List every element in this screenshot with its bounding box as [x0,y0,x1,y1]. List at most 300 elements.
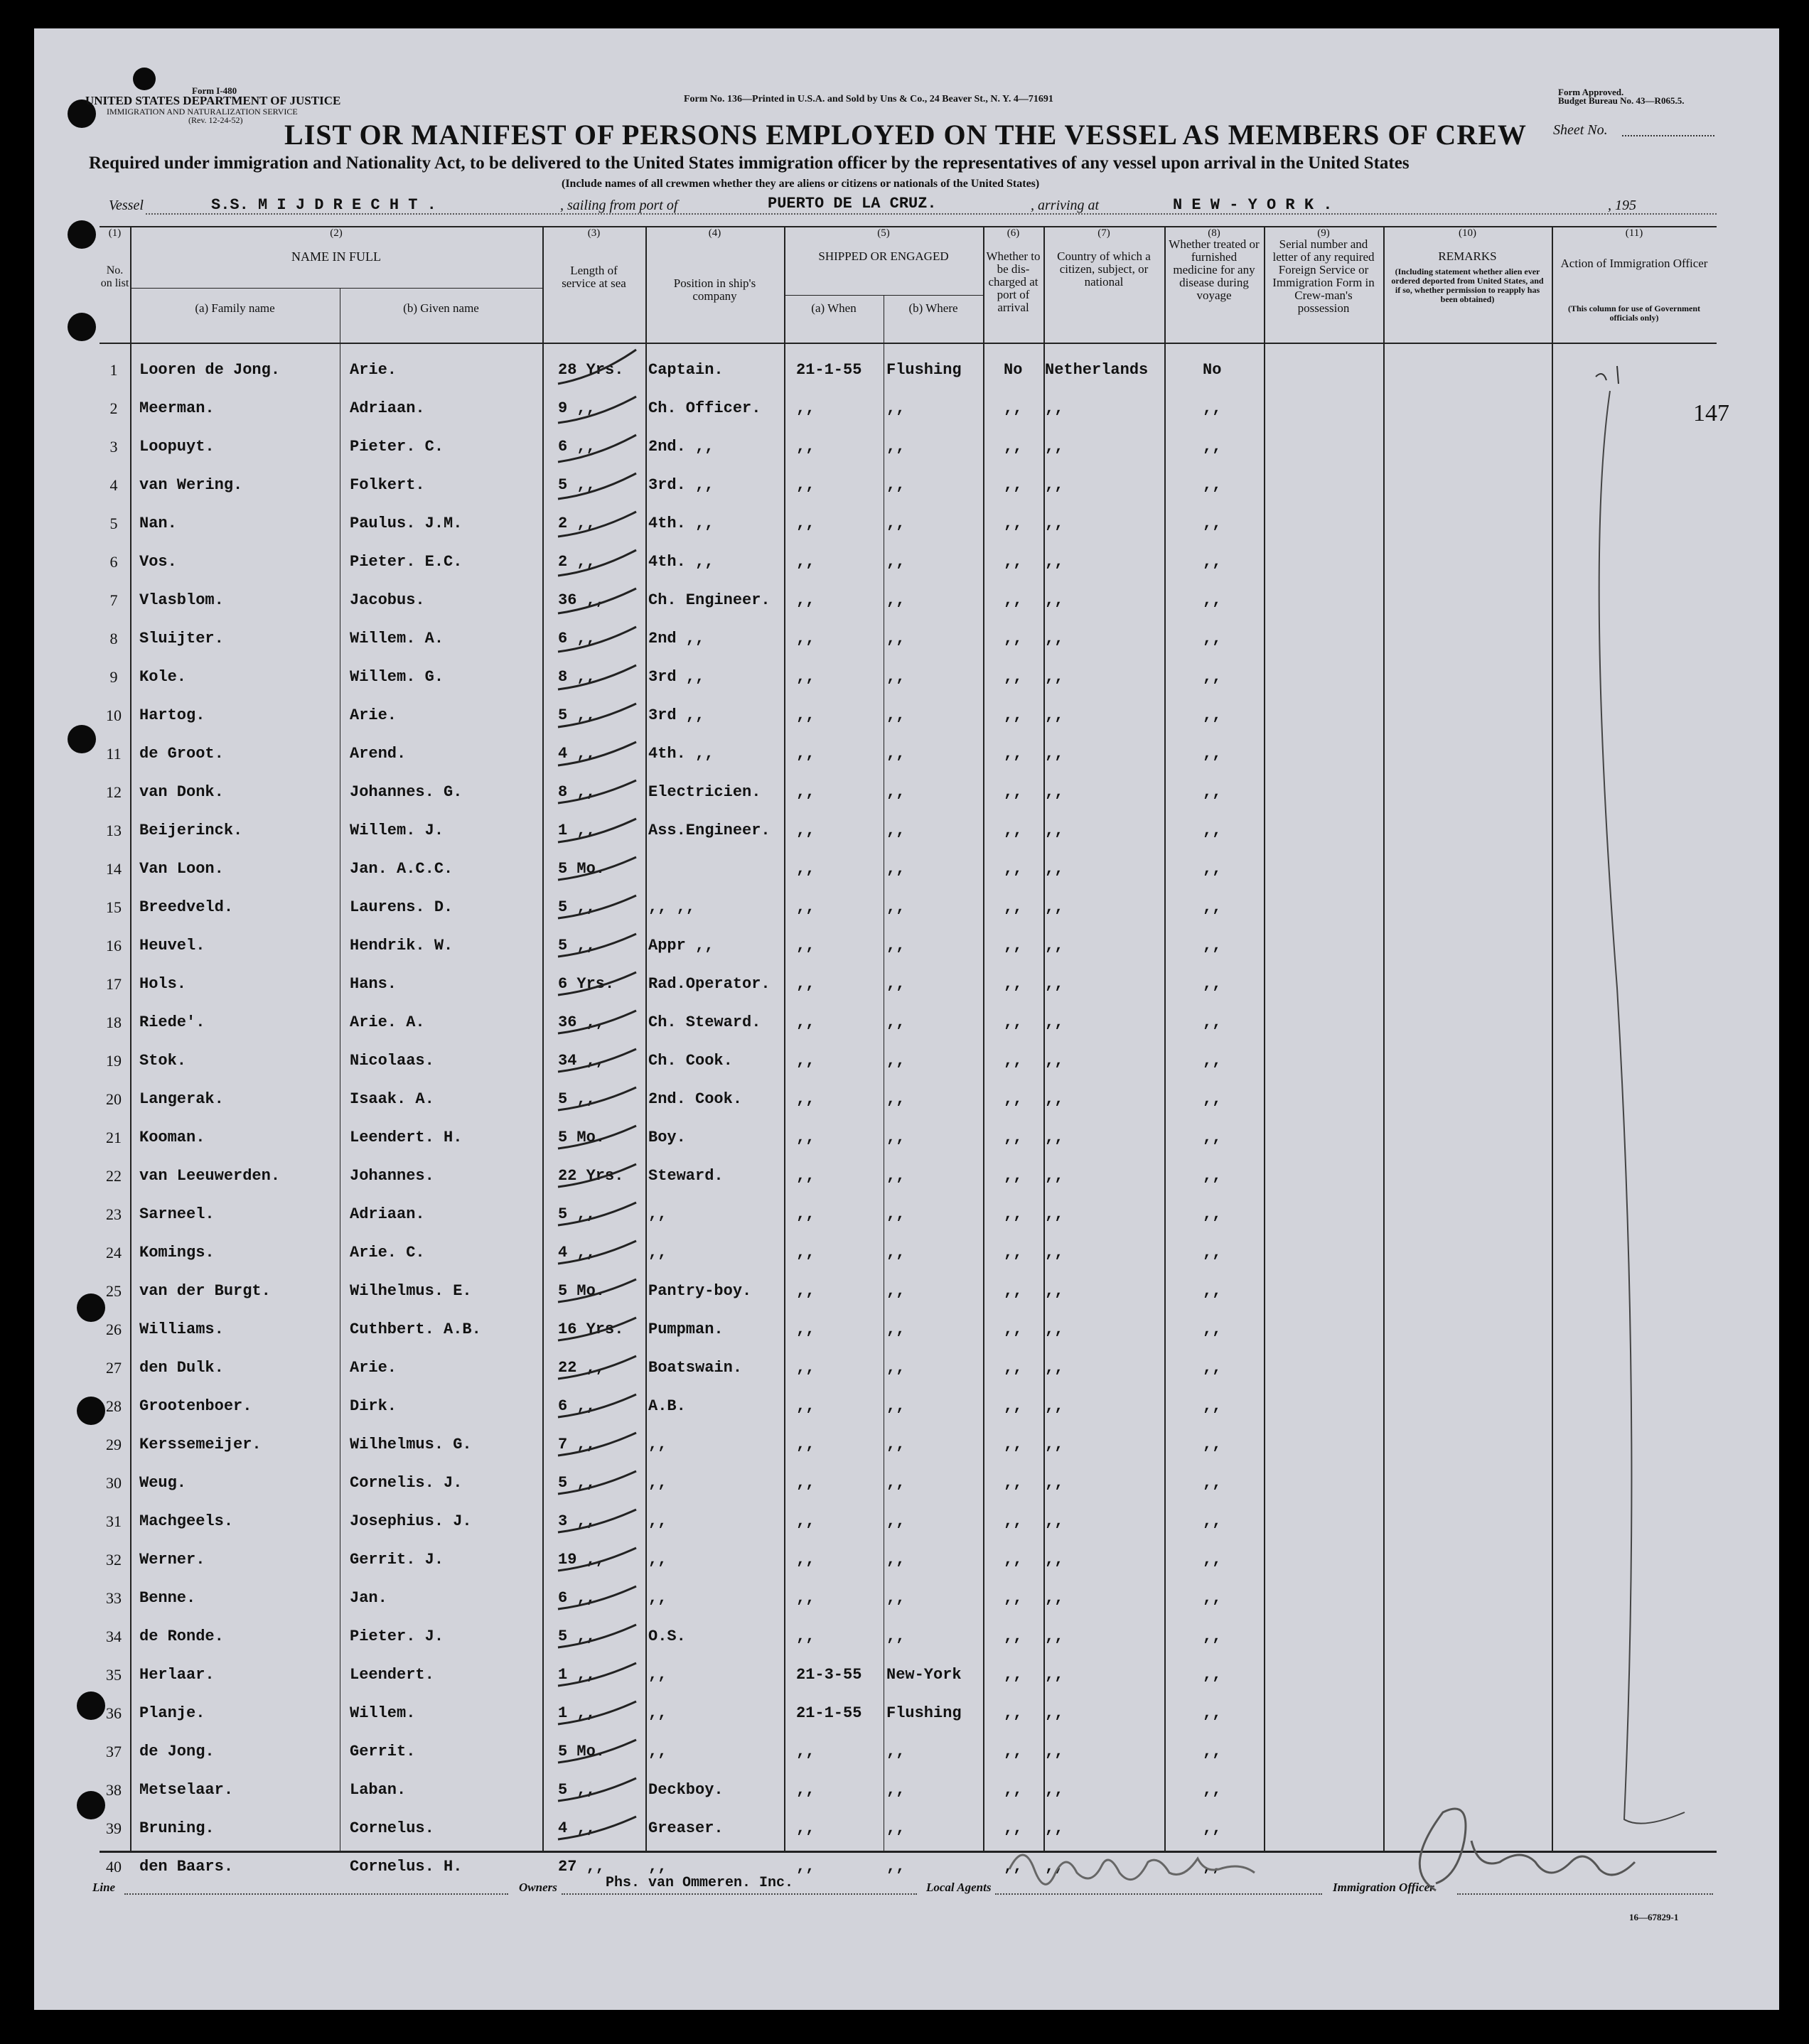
cell-given: Cornelis. J. [350,1474,463,1492]
cell-country: ,, [1045,1819,1064,1837]
cell-where: ,, [886,860,906,878]
table-row [0,1551,1706,1589]
cell-where: ,, [886,1244,906,1262]
row-number: 18 [106,1013,122,1031]
cell-where: ,, [886,1474,906,1492]
row-number: 21 [106,1129,122,1146]
cell-discharged: ,, [1004,937,1023,954]
cell-service: 8 ,, [558,668,596,686]
col11-number: (11) [1625,227,1643,239]
cell-discharged: ,, [1004,1244,1023,1262]
row-number: 33 [106,1589,122,1607]
cell-discharged: ,, [1004,898,1023,916]
table-row [0,860,1706,898]
row-number: 36 [106,1704,122,1722]
cell-service: 22 Yrs. [558,1167,624,1185]
cell-when: 21-1-55 [796,361,862,379]
cell-treated: ,, [1203,937,1222,954]
cell-treated: No [1203,361,1222,379]
row-number: 14 [106,860,122,878]
cell-where: ,, [886,1359,906,1377]
cell-discharged: ,, [1004,1512,1023,1530]
cell-given: Willem. [350,1704,416,1722]
table-row [0,1320,1706,1359]
cell-given: Willem. G. [350,668,444,686]
cell-given: Willem. A. [350,630,444,647]
cell-given: Leendert. [350,1666,434,1684]
cell-family: Kerssemeijer. [139,1436,262,1453]
cell-service: 5 ,, [558,898,596,916]
cell-when: ,, [796,1819,815,1837]
cell-when: ,, [796,1628,815,1645]
cell-discharged: ,, [1004,1167,1023,1185]
row-number: 15 [106,898,122,916]
cell-service: 5 Mo. [558,1743,606,1760]
cell-where: ,, [886,1781,906,1799]
cell-position: Pantry-boy. [648,1282,752,1300]
table-row [0,1282,1706,1320]
cell-country: ,, [1045,1359,1064,1377]
cell-where: ,, [886,1628,906,1645]
table-row [0,1436,1706,1474]
vessel-label: Vessel [109,198,144,213]
cell-position: ,, ,, [648,898,696,916]
cell-family: van Donk. [139,783,224,801]
cell-when: ,, [796,1474,815,1492]
cell-family: Meerman. [139,399,215,417]
cell-treated: ,, [1203,668,1222,686]
cell-service: 36 ,, [558,591,606,609]
cell-country: ,, [1045,1090,1064,1108]
cell-family: Herlaar. [139,1666,215,1684]
row-number: 37 [106,1743,122,1760]
cell-position: Ch. Officer. [648,399,761,417]
cell-family: Kooman. [139,1129,205,1146]
cell-treated: ,, [1203,1666,1222,1684]
cell-when: ,, [796,1512,815,1530]
cell-family: Kole. [139,668,187,686]
table-row [0,1013,1706,1052]
cell-country: ,, [1045,1052,1064,1070]
cell-family: Breedveld. [139,898,234,916]
cell-given: Arie. A. [350,1013,425,1031]
cell-given: Arie. [350,706,397,724]
cell-where: ,, [886,1013,906,1031]
vessel-name: S.S. M I J D R E C H T . [211,196,436,214]
col5a-header: (a) When [811,301,857,315]
cell-where: ,, [886,745,906,763]
officer-signature [1393,1798,1678,1905]
cell-treated: ,, [1203,898,1222,916]
cell-when: ,, [796,1244,815,1262]
cell-when: ,, [796,1858,815,1876]
cell-treated: ,, [1203,515,1222,532]
cell-when: ,, [796,937,815,954]
cell-treated: ,, [1203,1244,1222,1262]
col2-number: (2) [330,227,343,239]
cell-service: 6 ,, [558,630,596,647]
row-number: 10 [106,706,122,724]
row-number: 23 [106,1205,122,1223]
cell-service: 5 ,, [558,1781,596,1799]
cell-family: van Wering. [139,476,243,494]
cell-discharged: ,, [1004,630,1023,647]
cell-country: ,, [1045,1436,1064,1453]
cell-position: 2nd ,, [648,630,705,647]
row-number: 9 [109,668,118,686]
cell-country: ,, [1045,1743,1064,1760]
table-row [0,438,1706,476]
cell-given: Isaak. A. [350,1090,434,1108]
row-number: 13 [106,822,122,839]
cell-family: Grootenboer. [139,1397,252,1415]
cell-position: 4th. ,, [648,553,714,571]
cell-discharged: ,, [1004,1628,1023,1645]
cell-service: 8 ,, [558,783,596,801]
cell-given: Willem. J. [350,822,444,839]
cell-where: ,, [886,476,906,494]
cell-service: 1 ,, [558,1666,596,1684]
cell-given: Laurens. D. [350,898,453,916]
col11-header: Action of Immigration Officer [1560,257,1708,270]
table-row [0,1090,1706,1129]
year-label: , 195 [1608,198,1636,213]
col9-header: Serial number and letter of any required Foreign Service or Immigration Form in Crew-man's possession [1272,237,1375,315]
cell-discharged: ,, [1004,1819,1023,1837]
cell-country: ,, [1045,1244,1064,1262]
cell-where: ,, [886,1589,906,1607]
cell-when: ,, [796,706,815,724]
row-number: 35 [106,1666,122,1684]
row-number: 2 [109,399,118,417]
cell-service: 1 ,, [558,1704,596,1722]
col4-number: (4) [708,227,721,239]
cell-where: ,, [886,706,906,724]
cell-treated: ,, [1203,438,1222,456]
punch-hole [68,313,96,341]
row-number: 11 [106,745,122,763]
table-row [0,1589,1706,1628]
cell-family: van Leeuwerden. [139,1167,281,1185]
cell-when: ,, [796,591,815,609]
cell-treated: ,, [1203,476,1222,494]
cell-position: Greaser. [648,1819,724,1837]
cell-service: 22 ,, [558,1359,606,1377]
cell-family: Williams. [139,1320,224,1338]
cell-family: Hartog. [139,706,205,724]
cell-when: ,, [796,668,815,686]
cell-discharged: ,, [1004,476,1023,494]
table-row [0,668,1706,706]
cell-where: ,, [886,1129,906,1146]
cell-discharged: ,, [1004,668,1023,686]
cell-country: ,, [1045,476,1064,494]
cell-service: 4 ,, [558,1244,596,1262]
row-number: 12 [106,783,122,801]
cell-given: Adriaan. [350,1205,425,1223]
cell-country: ,, [1045,438,1064,456]
cell-treated: ,, [1203,1167,1222,1185]
cell-given: Paulus. J.M. [350,515,463,532]
cell-where: ,, [886,1512,906,1530]
cell-family: Beijerinck. [139,822,243,839]
cell-position: ,, [648,1436,667,1453]
cell-position: Ass.Engineer. [648,822,771,839]
col5-header: SHIPPED OR ENGAGED [818,249,949,263]
col5b-header: (b) Where [908,301,958,315]
cell-position: ,, [648,1704,667,1722]
cell-treated: ,, [1203,591,1222,609]
cell-discharged: ,, [1004,399,1023,417]
cell-given: Adriaan. [350,399,425,417]
cell-position: ,, [648,1666,667,1684]
cell-where: ,, [886,1858,906,1876]
cell-treated: ,, [1203,553,1222,571]
cell-where: ,, [886,1282,906,1300]
cell-discharged: ,, [1004,1436,1023,1453]
row-number: 3 [109,438,118,456]
cell-where: ,, [886,438,906,456]
cell-when: ,, [796,783,815,801]
officer-label: Immigration Officer [1333,1881,1434,1894]
revision: (Rev. 12-24-52) [188,115,243,125]
cell-country: ,, [1045,553,1064,571]
cell-country: ,, [1045,1858,1064,1876]
form-number: Form I-480 [192,85,237,96]
cell-family: den Baars. [139,1858,234,1876]
cell-treated: ,, [1203,1743,1222,1760]
cell-country: ,, [1045,1013,1064,1031]
cell-family: van der Burgt. [139,1282,271,1300]
cell-given: Folkert. [350,476,425,494]
col6-header: Whether to be dis-charged at port of arrival [986,249,1041,314]
cell-given: Cornelus. H. [350,1858,463,1876]
cell-position: ,, [648,1244,667,1262]
cell-given: Cornelus. [350,1819,434,1837]
cell-country: ,, [1045,975,1064,993]
row-number: 31 [106,1512,122,1530]
cell-given: Hendrik. W. [350,937,453,954]
cell-where: ,, [886,1436,906,1453]
budget-bureau: Budget Bureau No. 43—R065.5. [1558,95,1685,106]
cell-position: Deckboy. [648,1781,724,1799]
cell-service: 5 ,, [558,937,596,954]
punch-hole [133,68,156,90]
cell-service: 5 Mo. [558,1129,606,1146]
cell-country: ,, [1045,822,1064,839]
cell-position: Boy. [648,1129,686,1146]
row-number: 29 [106,1436,122,1453]
table-row [0,515,1706,553]
printer-note: Form No. 136—Printed in U.S.A. and Sold by Uns & Co., 24 Beaver St., N. Y. 4—71691 [684,94,1053,104]
row-number: 38 [106,1781,122,1799]
cell-when: ,, [796,1090,815,1108]
cell-position: A.B. [648,1397,686,1415]
col11-note: (This column for use of Government officials only) [1567,303,1701,323]
cell-service: 3 ,, [558,1512,596,1530]
cell-given: Arend. [350,745,407,763]
col3-number: (3) [587,227,601,239]
cell-country: ,, [1045,1781,1064,1799]
cell-service: 7 ,, [558,1436,596,1453]
table-row [0,1167,1706,1205]
col7-number: (7) [1097,227,1110,239]
table-row [0,1359,1706,1397]
cell-position: ,, [648,1205,667,1223]
cell-position: 2nd. ,, [648,438,714,456]
cell-given: Gerrit. J. [350,1551,444,1569]
cell-when: ,, [796,1282,815,1300]
cell-where: ,, [886,1090,906,1108]
cell-service: 9 ,, [558,399,596,417]
cell-service: 5 Mo. [558,860,606,878]
cell-discharged: ,, [1004,1858,1023,1876]
cell-service: 2 ,, [558,515,596,532]
cell-discharged: ,, [1004,860,1023,878]
cell-position: ,, [648,1858,667,1876]
cell-family: Heuvel. [139,937,205,954]
cell-given: Jacobus. [350,591,425,609]
cell-discharged: ,, [1004,1013,1023,1031]
cell-where: ,, [886,1205,906,1223]
page-title: LIST OR MANIFEST OF PERSONS EMPLOYED ON THE VESSEL AS MEMBERS OF CREW [284,119,1527,151]
table-row [0,1205,1706,1244]
footer-code: 16—67829-1 [1629,1912,1679,1922]
table-row [0,1244,1706,1282]
cell-treated: ,, [1203,1205,1222,1223]
cell-country: ,, [1045,860,1064,878]
col7-header: Country of which a citizen, subject, or national [1057,249,1151,289]
cell-discharged: ,, [1004,1589,1023,1607]
cell-country: ,, [1045,1474,1064,1492]
cell-position: ,, [648,1551,667,1569]
cell-treated: ,, [1203,860,1222,878]
cell-when: ,, [796,1436,815,1453]
cell-treated: ,, [1203,1512,1222,1530]
cell-given: Johannes. G. [350,783,463,801]
cell-position: Steward. [648,1167,724,1185]
cell-country: ,, [1045,937,1064,954]
cell-country: ,, [1045,1666,1064,1684]
cell-discharged: ,, [1004,1474,1023,1492]
cell-treated: ,, [1203,1052,1222,1070]
cell-country: ,, [1045,1704,1064,1722]
cell-family: Riede'. [139,1013,205,1031]
cell-when: ,, [796,898,815,916]
cell-where: ,, [886,783,906,801]
cell-when: ,, [796,553,815,571]
cell-discharged: ,, [1004,1666,1023,1684]
cell-treated: ,, [1203,1397,1222,1415]
table-row [0,1129,1706,1167]
table-row [0,1397,1706,1436]
cell-treated: ,, [1203,783,1222,801]
cell-when: ,, [796,515,815,532]
cell-discharged: ,, [1004,1282,1023,1300]
arrival-port: N E W - Y O R K . [1173,196,1333,214]
cell-position: Electricien. [648,783,761,801]
cell-country: ,, [1045,1397,1064,1415]
cell-given: Gerrit. [350,1743,416,1760]
row-number: 20 [106,1090,122,1108]
cell-family: Bruning. [139,1819,215,1837]
cell-where: ,, [886,1819,906,1837]
col1-number: (1) [108,227,122,239]
cell-family: den Dulk. [139,1359,224,1377]
row-number: 5 [109,515,118,532]
cell-discharged: ,, [1004,1743,1023,1760]
cell-service: 5 ,, [558,1090,596,1108]
cell-when: ,, [796,1052,815,1070]
cell-position: 3rd ,, [648,668,705,686]
table-header-line [100,343,1717,344]
service-name: IMMIGRATION AND NATURALIZATION SERVICE [107,107,298,117]
cell-service: 6 ,, [558,1589,596,1607]
cell-country: ,, [1045,783,1064,801]
cell-family: Loopuyt. [139,438,215,456]
cell-position: Pumpman. [648,1320,724,1338]
row-number: 19 [106,1052,122,1070]
cell-when: ,, [796,630,815,647]
cell-where: Flushing [886,1704,962,1722]
col1-header: No. on list [100,264,129,289]
cell-discharged: ,, [1004,1551,1023,1569]
cell-family: Van Loon. [139,860,224,878]
cell-position: 3rd ,, [648,706,705,724]
cell-where: ,, [886,1551,906,1569]
cell-treated: ,, [1203,1436,1222,1453]
cell-position: ,, [648,1743,667,1760]
cell-when: ,, [796,1359,815,1377]
col10-number: (10) [1459,227,1476,239]
cell-position: 4th. ,, [648,745,714,763]
cell-service: 34 ,, [558,1052,606,1070]
row-number: 30 [106,1474,122,1492]
cell-country: ,, [1045,1129,1064,1146]
cell-discharged: ,, [1004,1205,1023,1223]
cell-family: Metselaar. [139,1781,234,1799]
cell-treated: ,, [1203,1819,1222,1837]
cell-position: Boatswain. [648,1359,743,1377]
cell-where: ,, [886,591,906,609]
table-row [0,898,1706,937]
cell-where: ,, [886,399,906,417]
cell-treated: ,, [1203,1781,1222,1799]
cell-service: 5 ,, [558,706,596,724]
table-row [0,1704,1706,1743]
cell-family: Nan. [139,515,177,532]
cell-service: 4 ,, [558,745,596,763]
cell-position: Ch. Cook. [648,1052,733,1070]
cell-family: de Groot. [139,745,224,763]
cell-country: ,, [1045,1167,1064,1185]
cell-when: ,, [796,1397,815,1415]
row-number: 6 [109,553,118,571]
sailing-label: , sailing from port of [560,198,678,213]
table-row [0,745,1706,783]
cell-service: 5 ,, [558,1205,596,1223]
row-number: 17 [106,975,122,993]
cell-service: 36 ,, [558,1013,606,1031]
cell-country: ,, [1045,515,1064,532]
cell-family: Looren de Jong. [139,361,281,379]
cell-given: Wilhelmus. G. [350,1436,472,1453]
cell-family: Stok. [139,1052,187,1070]
cell-given: Jan. [350,1589,387,1607]
cell-when: ,, [796,1167,815,1185]
cell-country: ,, [1045,1320,1064,1338]
cell-country: Netherlands [1045,361,1149,379]
